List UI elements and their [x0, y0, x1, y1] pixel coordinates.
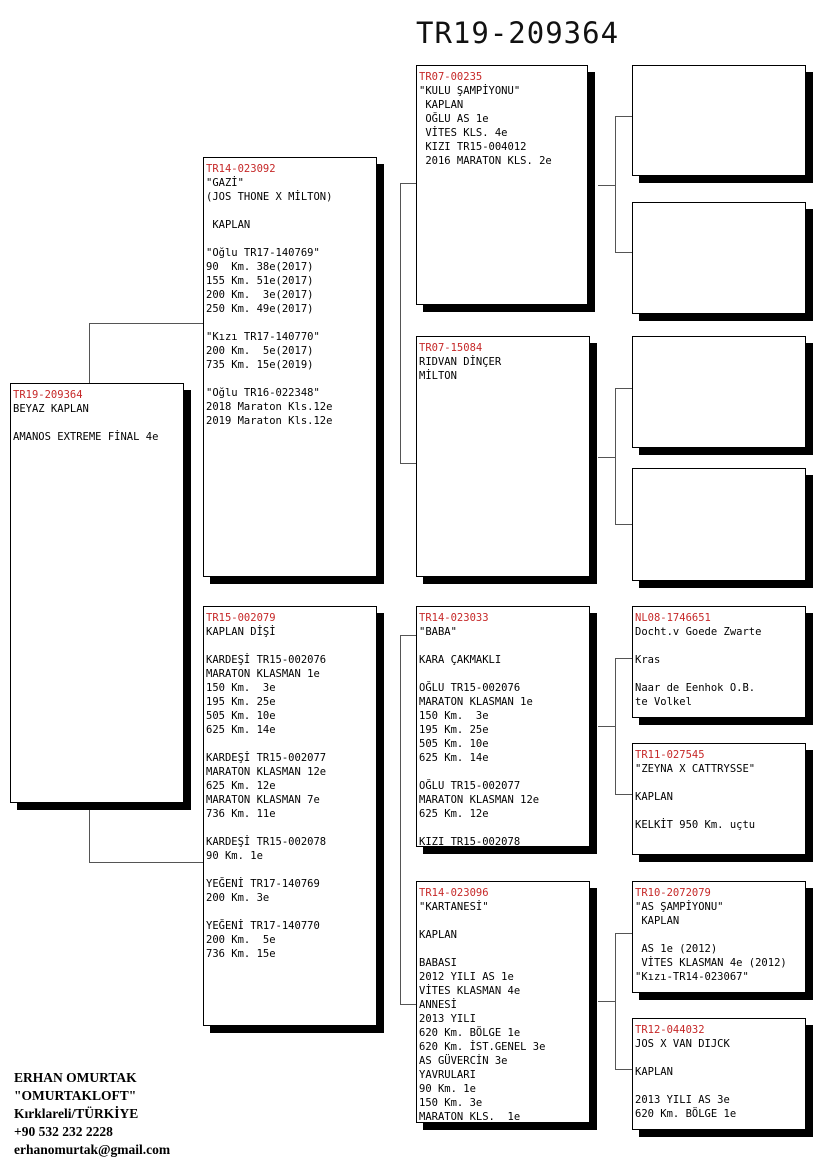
info-line: KAPLAN — [635, 915, 680, 927]
info-line: JOS X VAN DIJCK — [635, 1038, 730, 1050]
info-line: KAPLAN — [419, 99, 464, 111]
info-line: VİTES KLS. 4e — [419, 127, 508, 139]
owner-info — [14, 1069, 170, 1159]
info-line: 620 Km. BÖLGE 1e — [635, 1108, 737, 1120]
info-line — [206, 821, 374, 835]
info-line: "KULU ŞAMPİYONU" — [419, 85, 521, 97]
info-line — [206, 232, 374, 246]
info-line: 150 Km. 3e — [419, 1097, 483, 1109]
info-line: 625 Km. 12e — [419, 808, 489, 820]
info-line: VİTES KLASMAN 4e — [419, 985, 521, 997]
owner-phone: +90 532 232 2228 — [14, 1124, 113, 1139]
ring-number: TR15-002079 — [206, 612, 276, 624]
info-line — [419, 667, 587, 681]
info-line: YEĞENİ TR17-140770 — [206, 920, 320, 932]
info-line: BEYAZ KAPLAN — [13, 403, 89, 415]
info-line: 90 Km. 1e — [206, 850, 263, 862]
info-line — [206, 316, 374, 330]
ring-number: NL08-1746651 — [635, 612, 711, 624]
info-line: 2013 YILI — [419, 1013, 476, 1025]
info-line: 625 Km. 14e — [419, 752, 489, 764]
dam-dam-box — [416, 881, 590, 1123]
info-line: MARATON KLASMAN 1e — [419, 696, 533, 708]
info-line: 150 Km. 3e — [206, 682, 276, 694]
info-line — [635, 1079, 803, 1093]
info-line — [206, 863, 374, 877]
empty-ancestor-box — [632, 202, 806, 314]
info-line — [635, 928, 803, 942]
info-line: te Volkel — [635, 696, 692, 708]
dam-sire-dam-box — [632, 743, 806, 855]
dam-dam-sire-box — [632, 881, 806, 993]
empty-ancestor-box — [632, 468, 806, 581]
info-line: 2019 Maraton Kls.12e — [206, 415, 333, 427]
info-line: OĞLU AS 1e — [419, 113, 489, 125]
info-line — [419, 639, 587, 653]
info-line: KAPLAN — [635, 791, 673, 803]
sire-box — [203, 157, 377, 577]
info-line: 155 Km. 51e(2017) — [206, 275, 314, 287]
info-line: OĞLU TR15-002077 — [419, 780, 521, 792]
info-line: KIZI TR15-002078 — [419, 836, 521, 847]
info-line — [206, 737, 374, 751]
info-line: Kras — [635, 654, 661, 666]
info-line: 735 Km. 15e(2019) — [206, 359, 314, 371]
info-line: "GAZİ" — [206, 177, 244, 189]
info-line: "Kızı-TR14-023067" — [635, 971, 749, 983]
info-line: AMANOS EXTREME FİNAL 4e — [13, 431, 159, 443]
info-line: 505 Km. 10e — [419, 738, 489, 750]
info-line: 195 Km. 25e — [206, 696, 276, 708]
info-line: MARATON KLS. 1e — [419, 1111, 521, 1123]
info-line — [206, 204, 374, 218]
info-line: ANNESİ — [419, 999, 457, 1011]
info-line: 625 Km. 12e — [206, 780, 276, 792]
info-line: AS GÜVERCİN 3e — [419, 1055, 508, 1067]
owner-name: ERHAN OMURTAK — [14, 1070, 137, 1085]
sire-dam-box — [416, 336, 590, 577]
info-line: 90 Km. 38e(2017) — [206, 261, 314, 273]
info-line: MARATON KLASMAN 12e — [419, 794, 540, 806]
empty-ancestor-box — [632, 336, 806, 448]
info-line: 195 Km. 25e — [419, 724, 489, 736]
ring-number: TR19-209364 — [13, 389, 83, 401]
info-line — [419, 821, 587, 835]
sire-sire-box — [416, 65, 588, 305]
info-line — [206, 639, 374, 653]
info-line: 200 Km. 5e(2017) — [206, 345, 314, 357]
info-line: 90 Km. 1e — [419, 1083, 476, 1095]
owner-email: erhanomurtak@gmail.com — [14, 1142, 171, 1157]
info-line — [635, 667, 803, 681]
ring-number: TR14-023096 — [419, 887, 489, 899]
info-line: 2018 Maraton Kls.12e — [206, 401, 333, 413]
info-line: MARATON KLASMAN 7e — [206, 794, 320, 806]
info-line: 200 Km. 3e(2017) — [206, 289, 314, 301]
info-line: MARATON KLASMAN 12e — [206, 766, 327, 778]
owner-location: Kırklareli/TÜRKİYE — [14, 1106, 139, 1121]
info-line: 200 Km. 3e — [206, 892, 270, 904]
info-line: 2016 MARATON KLS. 2e — [419, 155, 552, 167]
ring-number: TR07-00235 — [419, 71, 483, 83]
info-line: KAPLAN DİŞİ — [206, 626, 276, 638]
ring-number: TR12-044032 — [635, 1024, 705, 1036]
subject-box — [10, 383, 184, 803]
info-line: "Oğlu TR17-140769" — [206, 247, 320, 259]
info-line: KIZI TR15-004012 — [419, 141, 527, 153]
ring-number: TR07-15084 — [419, 342, 483, 354]
info-line — [206, 905, 374, 919]
info-line — [635, 1051, 803, 1065]
info-line: 620 Km. BÖLGE 1e — [419, 1027, 521, 1039]
info-line: AS 1e (2012) — [635, 943, 718, 955]
info-line — [13, 416, 181, 430]
info-line: KAPLAN — [419, 929, 457, 941]
info-line: KARDEŞİ TR15-002077 — [206, 752, 327, 764]
info-line: MİLTON — [419, 370, 457, 382]
info-line: YAVRULARI — [419, 1069, 476, 1081]
info-line: (JOS THONE X MİLTON) — [206, 191, 333, 203]
info-line: VİTES KLASMAN 4e (2012) — [635, 957, 787, 969]
info-line: 200 Km. 5e — [206, 934, 276, 946]
info-line: KELKİT 950 Km. uçtu — [635, 819, 756, 831]
info-line: 250 Km. 49e(2017) — [206, 303, 314, 315]
info-line — [635, 804, 803, 818]
info-line: Naar de Eenhok O.B. — [635, 682, 756, 694]
info-line: KAPLAN — [635, 1066, 673, 1078]
info-line — [419, 914, 587, 928]
info-line — [419, 942, 587, 956]
info-line: KARDEŞİ TR15-002076 — [206, 654, 327, 666]
info-line: KARA ÇAKMAKLI — [419, 654, 502, 666]
info-line — [419, 765, 587, 779]
info-line: OĞLU TR15-002076 — [419, 682, 521, 694]
ring-number: TR11-027545 — [635, 749, 705, 761]
info-line: 620 Km. İST.GENEL 3e — [419, 1041, 546, 1053]
info-line — [206, 372, 374, 386]
info-line: 736 Km. 15e — [206, 948, 276, 960]
dam-box — [203, 606, 377, 1026]
info-line: "Kızı TR17-140770" — [206, 331, 320, 343]
info-line: "Oğlu TR16-022348" — [206, 387, 320, 399]
dam-sire-sire-box — [632, 606, 806, 718]
info-line: 736 Km. 11e — [206, 808, 276, 820]
info-line: 2013 YILI AS 3e — [635, 1094, 730, 1106]
info-line: 625 Km. 14e — [206, 724, 276, 736]
info-line: KARDEŞİ TR15-002078 — [206, 836, 327, 848]
info-line: RIDVAN DİNÇER — [419, 356, 502, 368]
info-line: "ZEYNA X CATTRYSSE" — [635, 763, 756, 775]
info-line: "KARTANESİ" — [419, 901, 489, 913]
loft-name: "OMURTAKLOFT" — [14, 1088, 137, 1103]
info-line: "AS ŞAMPİYONU" — [635, 901, 724, 913]
info-line: 150 Km. 3e — [419, 710, 489, 722]
info-line — [635, 639, 803, 653]
ring-number: TR14-023092 — [206, 163, 276, 175]
info-line: BABASI — [419, 957, 457, 969]
info-line: MARATON KLASMAN 1e — [206, 668, 320, 680]
pedigree-title: TR19-209364 — [416, 16, 620, 50]
dam-dam-dam-box — [632, 1018, 806, 1130]
info-line — [635, 776, 803, 790]
info-line: 2012 YILI AS 1e — [419, 971, 514, 983]
dam-sire-box — [416, 606, 590, 847]
empty-ancestor-box — [632, 65, 806, 176]
info-line: 505 Km. 10e — [206, 710, 276, 722]
info-line: YEĞENİ TR17-140769 — [206, 878, 320, 890]
ring-number: TR14-023033 — [419, 612, 489, 624]
ring-number: TR10-2072079 — [635, 887, 711, 899]
info-line: Docht.v Goede Zwarte — [635, 626, 762, 638]
info-line: "BABA" — [419, 626, 457, 638]
info-line: KAPLAN — [206, 219, 251, 231]
